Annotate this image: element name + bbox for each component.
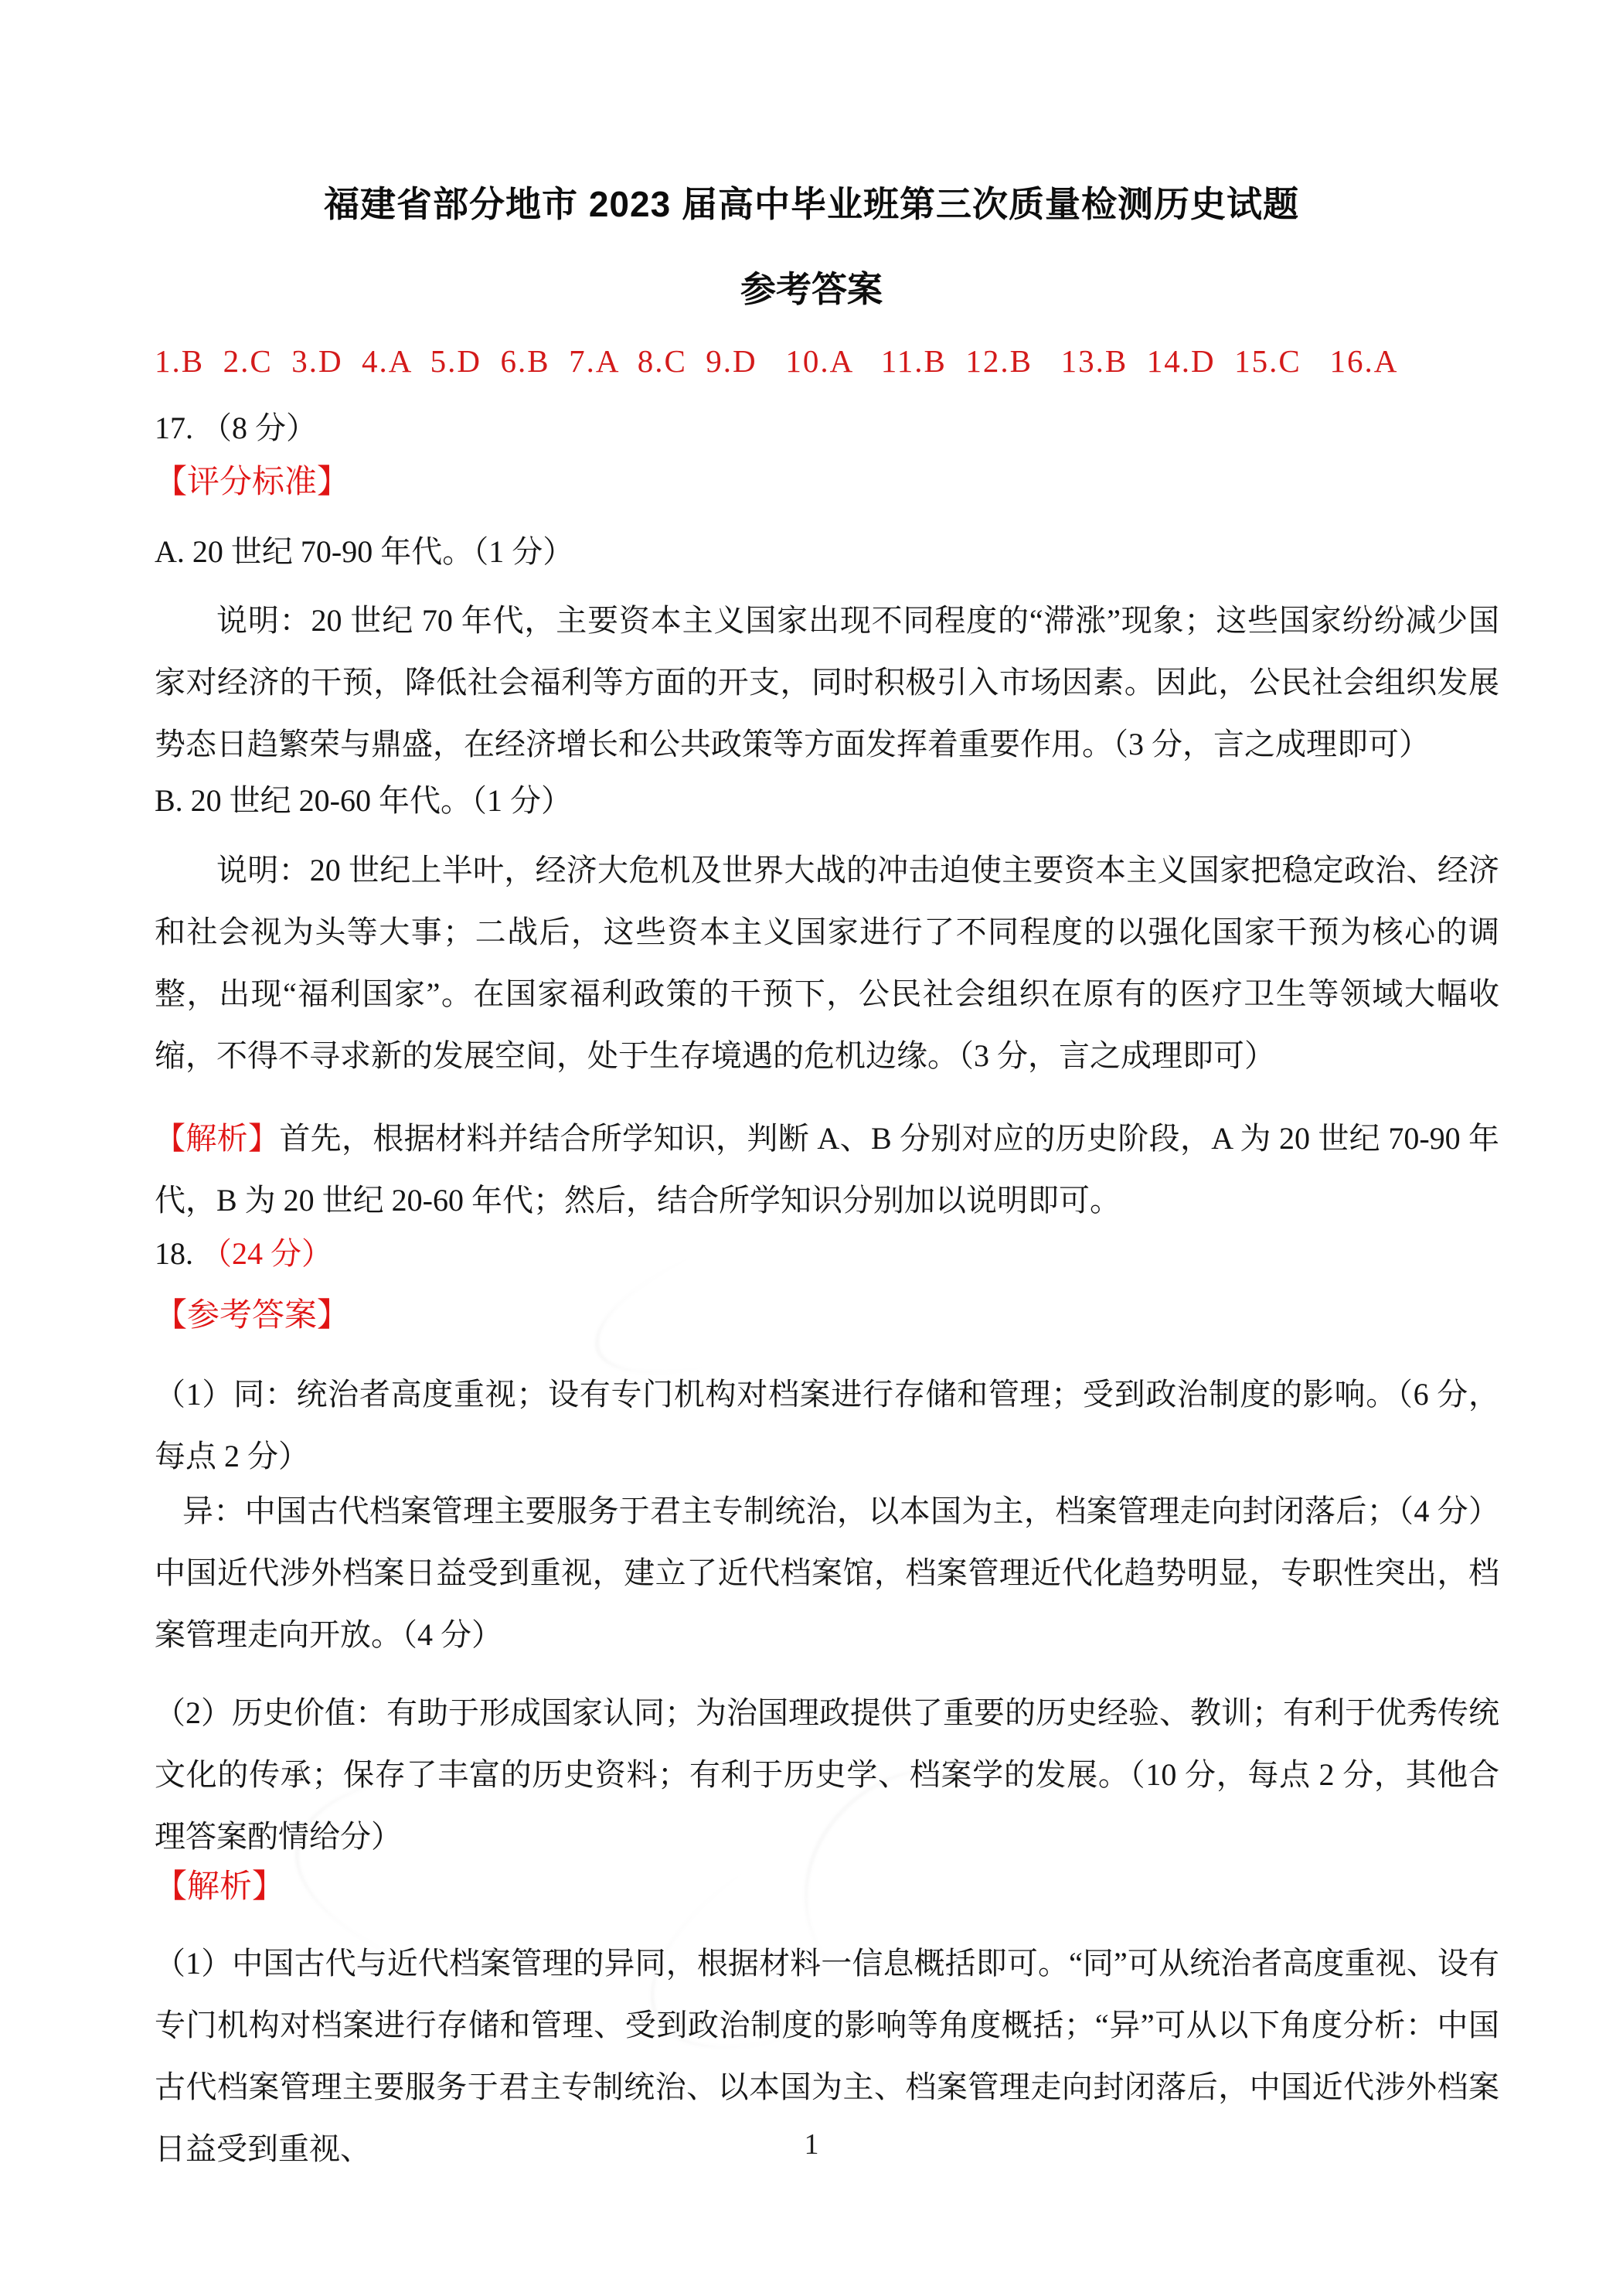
analysis-text: 首先，根据材料并结合所学知识，判断 A、B 分别对应的历史阶段，A 为 20 世纪 70-90 年代，B 为 20 世纪 20-60 年代；然后，结合所学知识分别加以说明即可。 — [155, 1121, 1499, 1218]
page-subtitle: 参考答案 — [740, 269, 883, 309]
q18-analysis-paragraph: （1）中国古代与近代档案管理的异同，根据材料一信息概括即可。“同”可从统治者高度重视、设有专门机构对档案进行存储和管理、受到政治制度的影响等角度概括；“异”可从以下角度分析：中国古代档案管理主要服务于君主专制统治、以本国为主、档案管理走向封闭落后，中国近代涉外档案日益受到重视、 — [155, 1946, 1499, 2166]
page-number: 1 — [804, 2128, 819, 2161]
q17-item-a-explanation: 说明：20 世纪 70 年代，主要资本主义国家出现不同程度的“滞涨”现象；这些国家纷纷减少国家对经济的干预，降低社会福利等方面的开支，同时积极引入市场因素。因此，公民社会组织发展势态日趋繁荣与鼎盛，在经济增长和公共政策等方面发挥着重要作用。（3 分，言之成理即可） — [155, 603, 1499, 761]
question-17-heading: 17. （8 分） — [155, 410, 317, 445]
q18-number: 18. — [155, 1236, 193, 1271]
q17-item-a: A. 20 世纪 70-90 年代。（1 分） — [155, 534, 574, 569]
q17-item-b: B. 20 世纪 20-60 年代。（1 分） — [155, 783, 572, 818]
q17-analysis — [155, 1108, 1499, 1231]
analysis-label: 【解析】 — [155, 1121, 280, 1156]
question-18-heading — [155, 1234, 1499, 1274]
q18-answer-differences: 异：中国古代档案管理主要服务于君主专制统治，以本国为主，档案管理走向封闭落后；（4 分）中国近代涉外档案日益受到重视，建立了近代档案馆，档案管理近代化趋势明显，专职性突出，档案管理走向开放。（4 分） — [155, 1494, 1499, 1652]
page-title: 福建省部分地市 2023 届高中毕业班第三次质量检测历史试题 — [324, 184, 1299, 224]
q18-answer-historical-value: （2）历史价值：有助于形成国家认同；为治国理政提供了重要的历史经验、教训；有利于优秀传统文化的传承；保存了丰富的历史资料；有利于历史学、档案学的发展。（10 分，每点 2 分，其他合理答案酌情给分） — [155, 1695, 1499, 1854]
multiple-choice-answers: 1.B 2.C 3.D 4.A 5.D 6.B 7.A 8.C 9.D 10.A 11.B 12.B 13.B 14.D 15.C 16.A — [155, 343, 1399, 379]
q18-analysis-label: 【解析】 — [155, 1869, 285, 1905]
scoring-criteria-label: 【评分标准】 — [155, 465, 350, 500]
q18-answer-similarities: （1）同：统治者高度重视；设有专门机构对档案进行存储和管理；受到政治制度的影响。（6 分，每点 2 分） — [155, 1377, 1499, 1473]
q17-item-b-explanation: 说明：20 世纪上半叶，经济大危机及世界大战的冲击迫使主要资本主义国家把稳定政治、经济和社会视为头等大事；二战后，这些资本主义国家进行了不同程度的以强化国家干预为核心的调整，出现“福利国家”。在国家福利政策的干预下，公民社会组织在原有的医疗卫生等领域大幅收缩，不得不寻求新的发展空间，处于生存境遇的危机边缘。（3 分，言之成理即可） — [155, 853, 1499, 1073]
reference-answer-label: 【参考答案】 — [155, 1298, 350, 1334]
q18-score: （24 分） — [201, 1236, 332, 1271]
